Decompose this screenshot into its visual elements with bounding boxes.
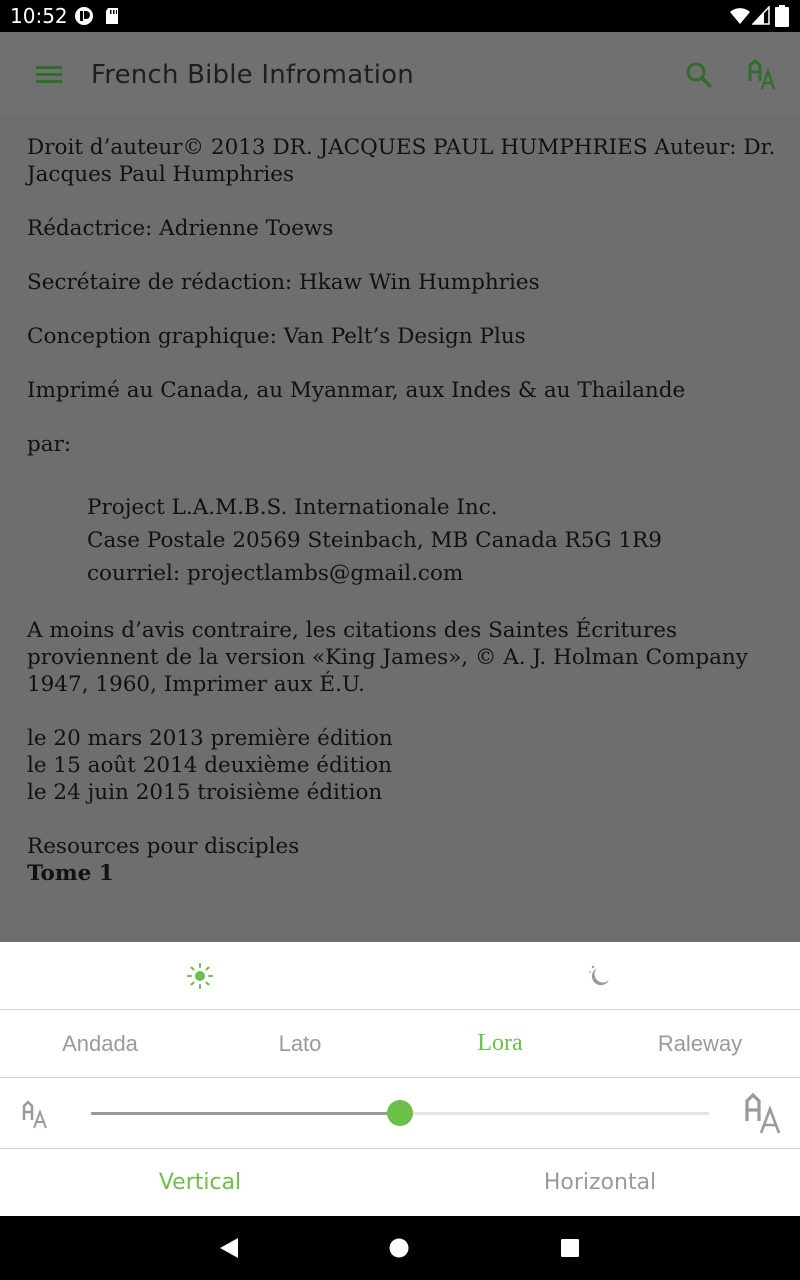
- status-time: 10:52: [10, 4, 68, 28]
- increase-font-size-icon[interactable]: [744, 1093, 784, 1135]
- font-option-andada[interactable]: Andada: [62, 1030, 138, 1056]
- vertical-orientation-button[interactable]: Vertical: [158, 1170, 242, 1195]
- sun-icon: [187, 963, 213, 989]
- citation-paragraph: A moins d’avis contraire, les citations des Saintes Écritures proviennent de la version «King James», © A. J. Holman Company 1947, 1960, Imprimer aux É.U.: [27, 618, 748, 697]
- light-theme-button[interactable]: [0, 942, 400, 1009]
- orientation-row: [0, 1149, 800, 1216]
- font-size-icon[interactable]: [748, 59, 778, 91]
- address-line: Case Postale 20569 Steinbach, MB Canada R5G 1R9: [87, 528, 662, 553]
- font-size-slider-thumb[interactable]: [387, 1100, 413, 1126]
- font-option-raleway[interactable]: Raleway: [657, 1030, 743, 1056]
- edition-line: le 24 juin 2015 troisième édition: [27, 780, 383, 805]
- media-icon: [74, 6, 94, 26]
- font-size-row: [0, 1078, 800, 1149]
- app-bar: [0, 32, 800, 116]
- printed-paragraph: Imprimé au Canada, au Myanmar, aux Indes & au Thailande: [27, 378, 686, 403]
- search-icon[interactable]: [685, 61, 713, 89]
- theme-row: [0, 942, 800, 1010]
- recents-icon[interactable]: [560, 1238, 580, 1258]
- font-option-lato[interactable]: Lato: [278, 1030, 322, 1056]
- navigation-bar: [0, 1216, 800, 1280]
- decrease-font-size-icon[interactable]: [22, 1100, 50, 1130]
- address-line: Project L.A.M.B.S. Internationale Inc.: [87, 495, 498, 520]
- edition-line: le 15 août 2014 deuxième édition: [27, 753, 392, 778]
- font-family-row: [0, 1010, 800, 1078]
- font-size-slider[interactable]: [91, 1112, 709, 1115]
- horizontal-orientation-button[interactable]: Horizontal: [543, 1170, 657, 1195]
- copyright-paragraph: Droit d’auteur© 2013 DR. JACQUES PAUL HUMPHRIES Auteur: Dr. Jacques Paul Humphries: [27, 135, 776, 187]
- home-icon[interactable]: [388, 1237, 410, 1259]
- secretary-paragraph: Secrétaire de rédaction: Hkaw Win Humphries: [27, 270, 540, 295]
- font-size-slider-fill: [91, 1112, 400, 1115]
- design-paragraph: Conception graphique: Van Pelt’s Design Plus: [27, 324, 526, 349]
- status-bar: [0, 0, 800, 32]
- tome-line: [27, 860, 787, 887]
- sd-card-icon: [103, 6, 121, 26]
- address-line: courriel: projectlambs@gmail.com: [87, 561, 464, 586]
- moon-icon: [587, 963, 613, 989]
- signal-icon: [752, 6, 770, 26]
- back-icon[interactable]: [218, 1236, 240, 1260]
- wifi-icon: [729, 6, 751, 26]
- reader-content: [0, 116, 800, 942]
- dark-theme-button[interactable]: [400, 942, 800, 1009]
- by-paragraph: par:: [27, 432, 72, 457]
- edition-line: le 20 mars 2013 première édition: [27, 726, 393, 751]
- reader-settings-panel: [0, 942, 800, 1216]
- menu-icon[interactable]: [36, 63, 62, 85]
- app-title: French Bible Infromation: [91, 60, 414, 90]
- font-option-lora[interactable]: Lora: [477, 1030, 523, 1056]
- editor-paragraph: Rédactrice: Adrienne Toews: [27, 216, 334, 241]
- battery-icon: [775, 5, 789, 27]
- tome-label: Tome 1: [27, 861, 114, 886]
- resources-line: Resources pour disciples: [27, 834, 300, 859]
